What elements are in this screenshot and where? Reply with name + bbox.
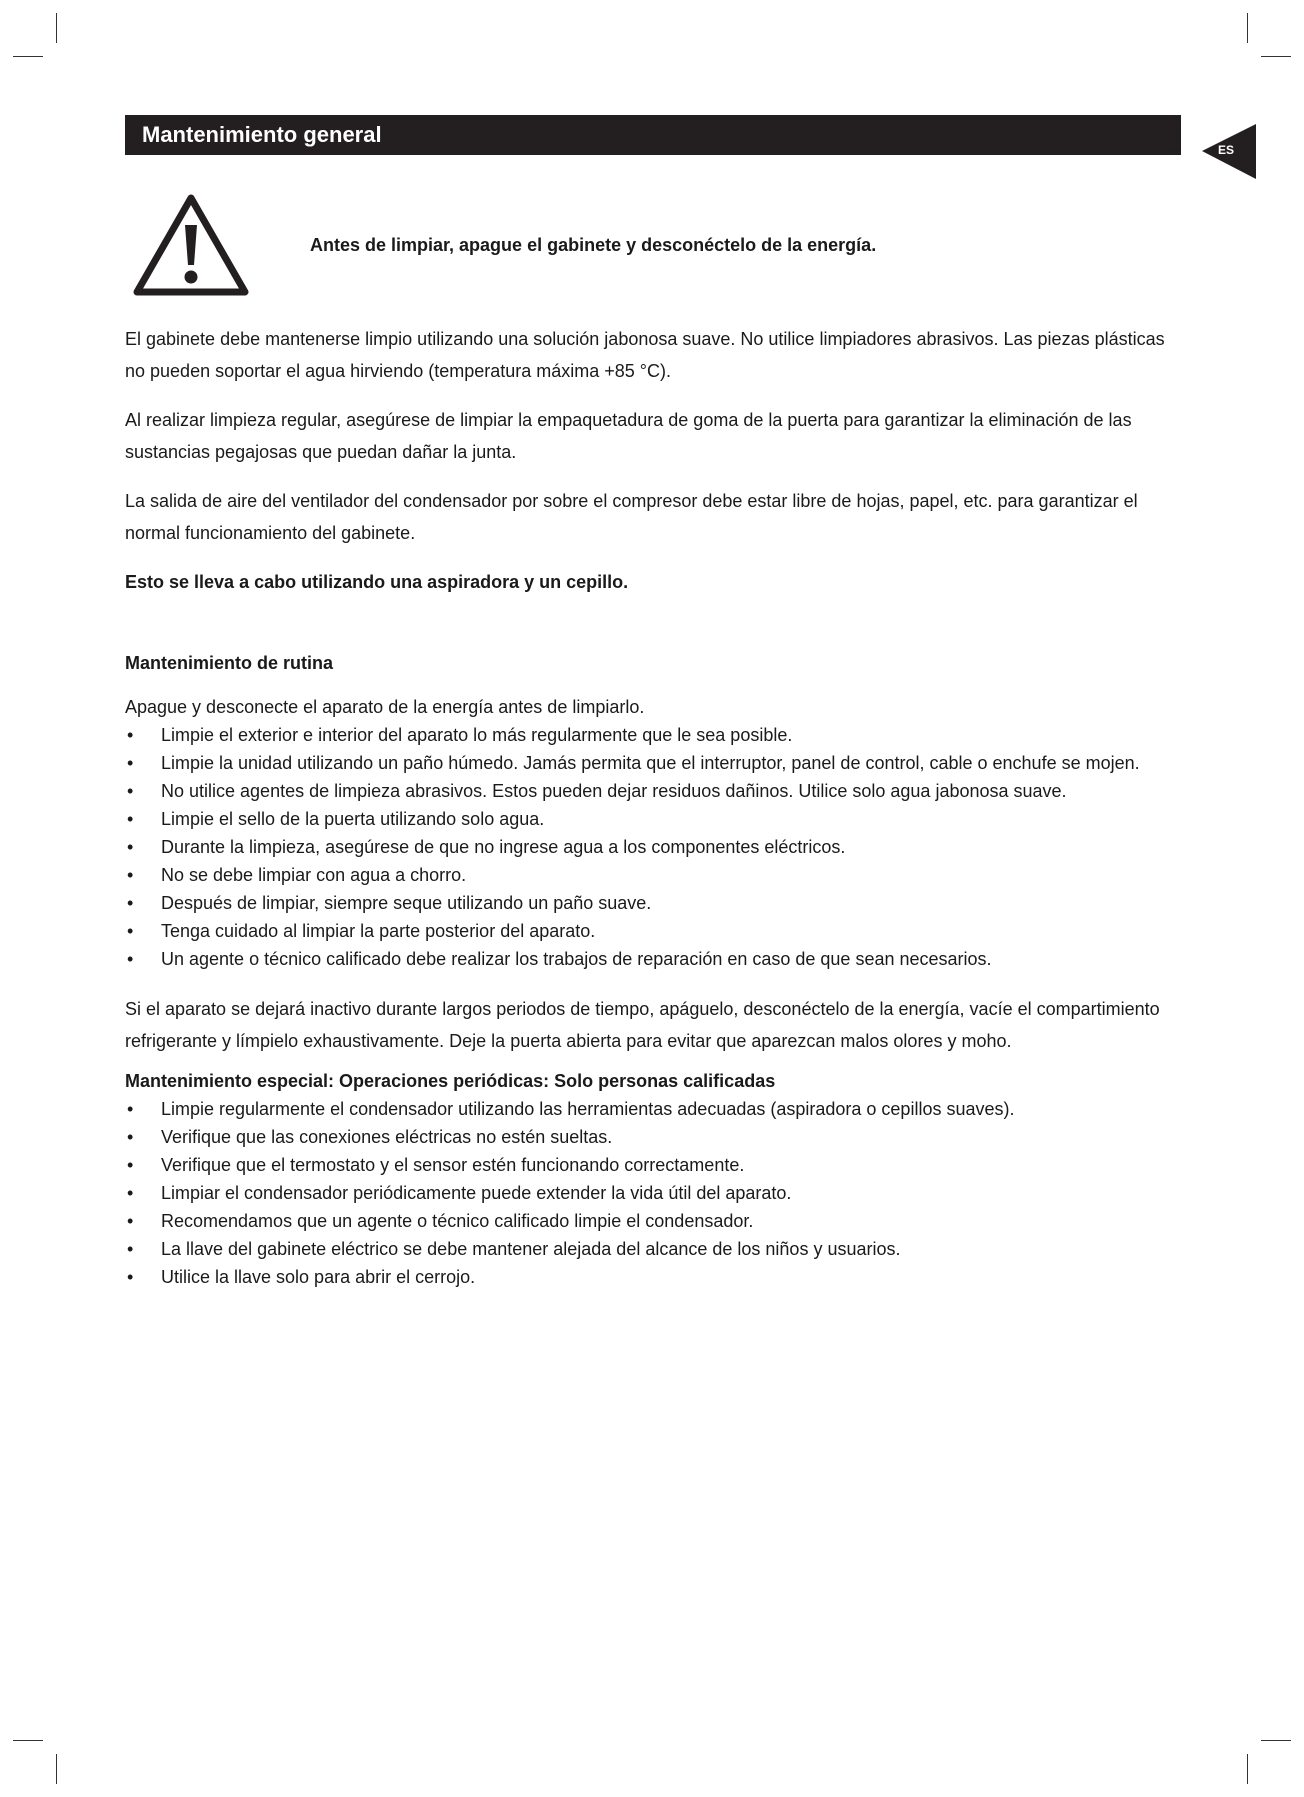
list-item-text: Un agente o técnico calificado debe realizar los trabajos de reparación en caso de que sean necesarios. bbox=[161, 949, 992, 969]
main-content bbox=[125, 323, 1181, 1291]
paragraph: Al realizar limpieza regular, asegúrese de limpiar la empaquetadura de goma de la puerta para garantizar la eliminación de las sustancias pegajosas que puedan dañar la junta. bbox=[125, 410, 1132, 462]
language-label: ES bbox=[1218, 143, 1235, 157]
section-title: Mantenimiento general bbox=[142, 122, 382, 147]
bullet: • bbox=[127, 1099, 134, 1119]
bullet: • bbox=[127, 865, 134, 885]
especial-list bbox=[125, 1095, 1181, 1291]
rutina-list bbox=[125, 721, 1181, 973]
list-item bbox=[125, 945, 1181, 973]
list-item-text: No utilice agentes de limpieza abrasivos. Estos pueden dejar residuos dañinos. Utilice solo agua jabonosa suave. bbox=[161, 781, 1067, 801]
section-header bbox=[125, 115, 1181, 155]
list-item-text: Tenga cuidado al limpiar la parte posterior del aparato. bbox=[161, 921, 596, 941]
bullet: • bbox=[127, 921, 134, 941]
bullet: • bbox=[127, 1155, 134, 1175]
bullet: • bbox=[127, 809, 134, 829]
list-item bbox=[125, 1123, 1181, 1151]
list-item-text: Limpiar el condensador periódicamente puede extender la vida útil del aparato. bbox=[161, 1183, 792, 1203]
list-item-text: Después de limpiar, siempre seque utilizando un paño suave. bbox=[161, 893, 652, 913]
list-item-text: Durante la limpieza, asegúrese de que no ingrese agua a los componentes eléctricos. bbox=[161, 837, 846, 857]
list-item-text: Limpie el sello de la puerta utilizando solo agua. bbox=[161, 809, 545, 829]
bullet: • bbox=[127, 1127, 134, 1147]
paragraph: El gabinete debe mantenerse limpio utilizando una solución jabonosa suave. No utilice limpiadores abrasivos. Las piezas plásticas no pueden soportar el agua hirviendo (temperatura máxima +85 °C). bbox=[125, 329, 1165, 381]
bullet: • bbox=[127, 1183, 134, 1203]
list-item-text: Utilice la llave solo para abrir el cerrojo. bbox=[161, 1267, 476, 1287]
list-item bbox=[125, 1095, 1181, 1123]
warning-triangle-icon bbox=[130, 191, 252, 299]
crop-mark bbox=[1261, 1740, 1291, 1741]
warning-text: Antes de limpiar, apague el gabinete y desconéctelo de la energía. bbox=[310, 235, 877, 255]
crop-mark bbox=[13, 56, 43, 57]
list-item bbox=[125, 833, 1181, 861]
bullet: • bbox=[127, 893, 134, 913]
bullet: • bbox=[127, 725, 134, 745]
inactive-paragraph: Si el aparato se dejará inactivo durante largos periodos de tiempo, apáguelo, desconéctelo de la energía, vacíe el compartimiento refrigerante y límpielo exhaustivamente. Deje la puerta abierta para evitar que aparezcan malos olores y moho. bbox=[125, 999, 1160, 1051]
bullet: • bbox=[127, 1211, 134, 1231]
list-item-text: La llave del gabinete eléctrico se debe mantener alejada del alcance de los niños y usuarios. bbox=[161, 1239, 901, 1259]
list-item bbox=[125, 1235, 1181, 1263]
note-bold: Esto se lleva a cabo utilizando una aspiradora y un cepillo. bbox=[125, 572, 629, 592]
crop-mark bbox=[1261, 56, 1291, 57]
bullet: • bbox=[127, 949, 134, 969]
crop-mark bbox=[56, 1754, 57, 1784]
list-item bbox=[125, 749, 1181, 777]
bullet: • bbox=[127, 781, 134, 801]
language-tab bbox=[1202, 124, 1256, 179]
list-item bbox=[125, 917, 1181, 945]
list-item-text: Limpie regularmente el condensador utilizando las herramientas adecuadas (aspiradora o cepillos suaves). bbox=[161, 1099, 1015, 1119]
list-item-text: Limpie el exterior e interior del aparato lo más regularmente que le sea posible. bbox=[161, 725, 793, 745]
bullet: • bbox=[127, 1239, 134, 1259]
list-item-text: Verifique que el termostato y el sensor estén funcionando correctamente. bbox=[161, 1155, 745, 1175]
list-item bbox=[125, 721, 1181, 749]
rutina-intro: Apague y desconecte el aparato de la energía antes de limpiarlo. bbox=[125, 697, 645, 717]
bullet: • bbox=[127, 837, 134, 857]
crop-mark bbox=[56, 13, 57, 43]
list-item-text: Limpie la unidad utilizando un paño húmedo. Jamás permita que el interruptor, panel de control, cable o enchufe se mojen. bbox=[161, 753, 1140, 773]
crop-mark bbox=[1247, 1754, 1248, 1784]
list-item bbox=[125, 1263, 1181, 1291]
especial-title: Mantenimiento especial: Operaciones periódicas: Solo personas calificadas bbox=[125, 1071, 776, 1091]
list-item-text: No se debe limpiar con agua a chorro. bbox=[161, 865, 467, 885]
crop-mark bbox=[1247, 13, 1248, 43]
paragraph: La salida de aire del ventilador del condensador por sobre el compresor debe estar libre de hojas, papel, etc. para garantizar el normal funcionamiento del gabinete. bbox=[125, 491, 1138, 543]
list-item bbox=[125, 1151, 1181, 1179]
list-item bbox=[125, 805, 1181, 833]
crop-mark bbox=[13, 1740, 43, 1741]
list-item-text: Verifique que las conexiones eléctricas no estén sueltas. bbox=[161, 1127, 613, 1147]
bullet: • bbox=[127, 753, 134, 773]
list-item bbox=[125, 777, 1181, 805]
rutina-title: Mantenimiento de rutina bbox=[125, 653, 334, 673]
bullet: • bbox=[127, 1267, 134, 1287]
list-item bbox=[125, 889, 1181, 917]
list-item-text: Recomendamos que un agente o técnico calificado limpie el condensador. bbox=[161, 1211, 754, 1231]
list-item bbox=[125, 1179, 1181, 1207]
list-item bbox=[125, 1207, 1181, 1235]
list-item bbox=[125, 861, 1181, 889]
